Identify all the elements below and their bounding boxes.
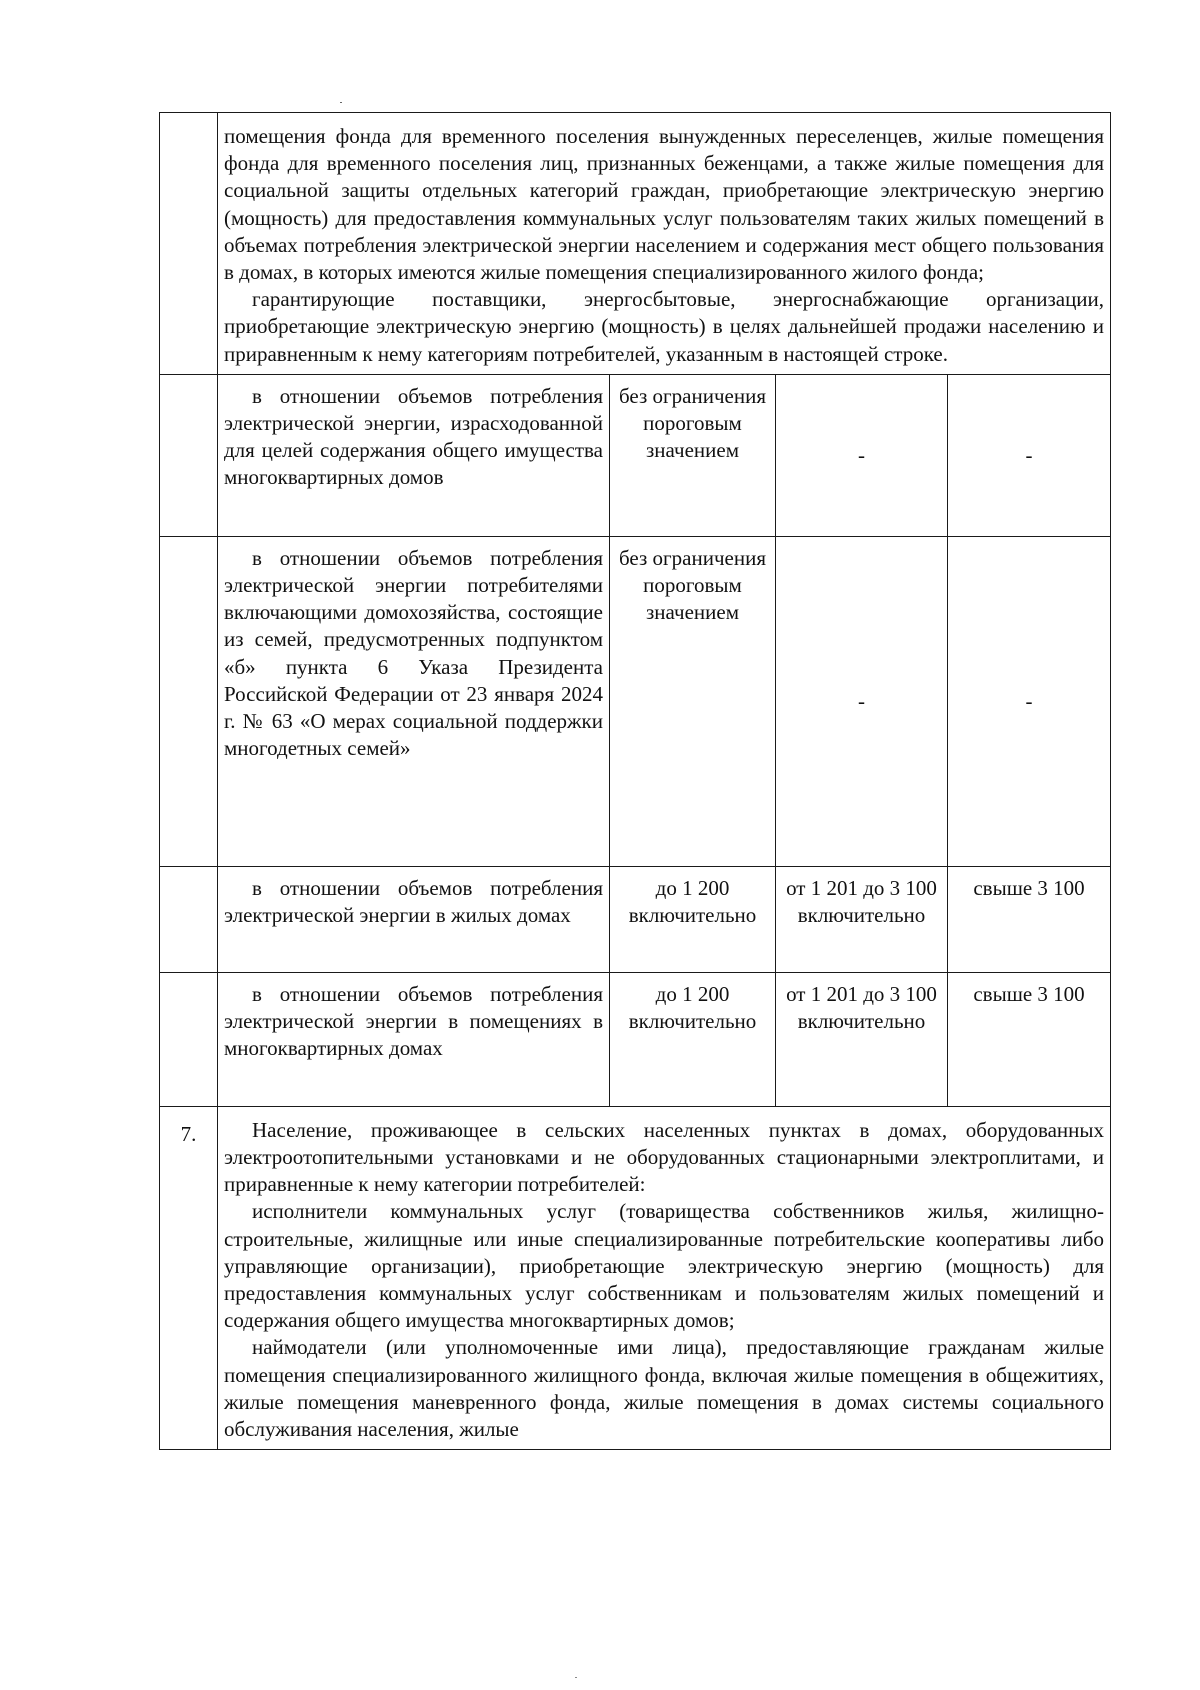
table-row-continuation: [160, 113, 1111, 375]
row-number-cell: [160, 113, 218, 375]
threshold-1-cell: до 1 200 включительно: [610, 866, 776, 972]
subrow-label: в отношении объемов потребления электрической энергии в жилых домах: [224, 875, 603, 928]
paragraph: гарантирующие поставщики, энергосбытовые, энергоснабжающие организации, приобретающие электрическую энергию (мощность) в целях дальнейшей продажи населению и приравненным к нему категориям потребителей, указанным в настоящей строке.: [224, 287, 1105, 366]
subrow-label-cell: [218, 866, 610, 972]
row-number-cell: [160, 972, 218, 1106]
table-row: [160, 536, 1111, 866]
threshold-3-cell: -: [948, 374, 1111, 536]
subrow-label-cell: [218, 536, 610, 866]
subrow-label-cell: [218, 374, 610, 536]
threshold-2-cell: от 1 201 до 3 100 включительно: [776, 866, 948, 972]
table-row: [160, 866, 1111, 972]
threshold-3-cell: -: [948, 536, 1111, 866]
threshold-2-cell: -: [776, 536, 948, 866]
tariff-table: [159, 112, 1111, 1450]
threshold-1-cell: без ограничения пороговым значением: [610, 374, 776, 536]
subrow-label-cell: [218, 972, 610, 1106]
row-number-cell: [160, 374, 218, 536]
scan-mark: [575, 1677, 577, 1678]
paragraph: Население, проживающее в сельских населенных пунктах в домах, оборудованных электроотопительными установками и не оборудованных стационарными электроплитами, и приравненные к нему категории потребителей:: [224, 1117, 1105, 1197]
threshold-2-cell: -: [776, 374, 948, 536]
row-number-cell: 7.: [160, 1106, 218, 1449]
threshold-3-cell: свыше 3 100: [948, 972, 1111, 1106]
subrow-label: в отношении объемов потребления электрической энергии, израсходованной для целей содержания общего имущества многоквартирных домов: [224, 383, 603, 490]
table-row-7: [160, 1106, 1111, 1449]
threshold-3-cell: свыше 3 100: [948, 866, 1111, 972]
threshold-2-cell: от 1 201 до 3 100 включительно: [776, 972, 948, 1106]
paragraph: наймодатели (или уполномоченные ими лица), предоставляющие гражданам жилые помещения специализированного жилищного фонда, включая жилые помещения в общежитиях, жилые помещения маневренного фонда, жилые помещения в домах системы социального обслуживания населения, жилые: [224, 1335, 1105, 1442]
threshold-1-cell: до 1 200 включительно: [610, 972, 776, 1106]
row-description-cell: [218, 1106, 1111, 1449]
row-number-cell: [160, 536, 218, 866]
scan-mark: [340, 102, 342, 103]
subrow-label: в отношении объемов потребления электрической энергии потребителями включающими домохозяйства, состоящие из семей, предусмотренных подпунктом «б» пункта 6 Указа Президента Российской Федерации от 23 января 2024 г. № 63 «О мерах социальной поддержки многодетных семей»: [224, 545, 603, 761]
row-number-cell: [160, 866, 218, 972]
subrow-label: в отношении объемов потребления электрической энергии в помещениях в многоквартирных домах: [224, 981, 603, 1061]
paragraph: помещения фонда для временного поселения вынужденных переселенцев, жилые помещения фонда для временного поселения лиц, признанных беженцами, а также жилые помещения для социальной защиты отдельных категорий граждан, приобретающие электрическую энергию (мощность) для предоставления коммунальных услуг пользователям таких жилых помещений в объемах потребления электрической энергии населением и содержания мест общего пользования в домах, в которых имеются жилые помещения специализированного жилого фонда;: [224, 124, 1105, 285]
table-row: [160, 374, 1111, 536]
threshold-1-cell: без ограничения пороговым значением: [610, 536, 776, 866]
row-description-cell: [218, 113, 1111, 375]
paragraph: исполнители коммунальных услуг (товарищества собственников жилья, жилищно-строительные, жилищные или иные специализированные потребительские кооперативы либо управляющие организации), приобретающие электрическую энергию (мощность) для предоставления коммунальных услуг собственникам и пользователям жилых помещений и содержания общего имущества многоквартирных домов;: [224, 1199, 1105, 1333]
table-row: [160, 972, 1111, 1106]
